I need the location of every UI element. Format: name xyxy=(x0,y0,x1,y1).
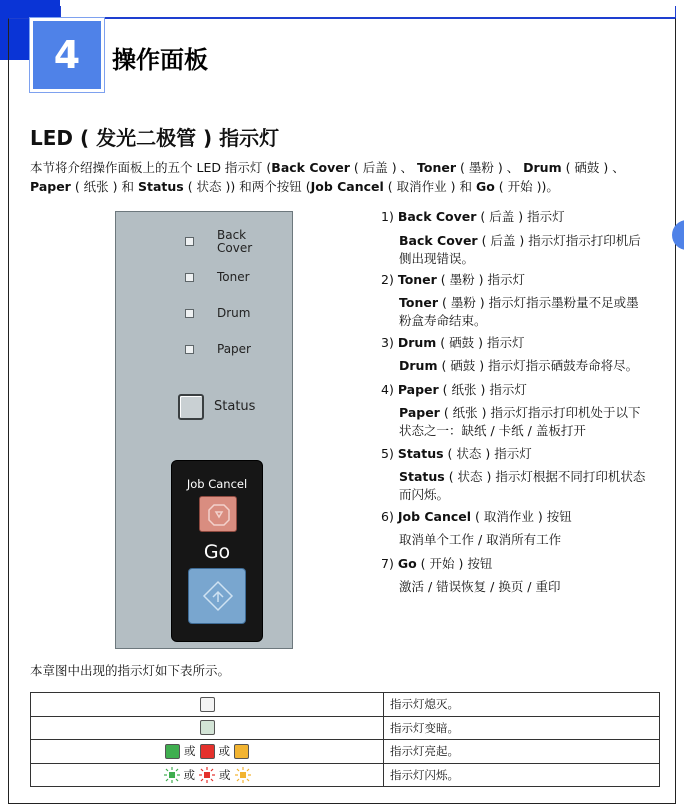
legend-symbol-flash: 或 或 xyxy=(31,763,384,787)
go-label: Go xyxy=(203,541,231,563)
job-cancel-button[interactable] xyxy=(199,496,237,532)
desc-paper: 4) Paper ( 纸张 ) 指示灯 Paper ( 纸张 ) 指示灯指示打印机处于以下状态之一：缺纸 / 卡纸 / 盖板打开 xyxy=(381,382,641,438)
chapter-number: 4 xyxy=(53,33,81,77)
legend-meaning: 指示灯闪烁。 xyxy=(384,763,660,787)
legend-meaning: 指示灯变暗。 xyxy=(384,716,660,740)
drum-led xyxy=(185,309,194,318)
led-on-red-icon xyxy=(200,744,215,759)
legend-symbol-off xyxy=(31,693,384,717)
led-off-icon xyxy=(200,697,215,712)
intro-paragraph: 本节将介绍操作面板上的五个 LED 指示灯 (Back Cover ( 后盖 ) 、 Toner ( 墨粉 ) 、 Drum ( 硒鼓 ) 、 Paper ( 纸张 ) 和 Status ( 状态 )) 和两个按钮 (Job Cancel ( 取消作业 ) 和 Go ( 开始 ))。 xyxy=(30,160,625,194)
led-on-green-icon xyxy=(165,744,180,759)
toner-led xyxy=(185,273,194,282)
toner-label: Toner xyxy=(217,270,250,284)
paper-led xyxy=(185,345,194,354)
legend-symbol-on: 或 或 xyxy=(31,740,384,764)
status-label: Status xyxy=(214,399,256,414)
job-cancel-label: Job Cancel xyxy=(186,477,248,491)
led-flash-green-icon xyxy=(164,767,180,783)
chapter-number-box xyxy=(30,18,104,92)
section-title: LED ( 发光二极管 ) 指示灯 xyxy=(30,126,280,150)
legend-meaning: 指示灯熄灭。 xyxy=(384,693,660,717)
legend-meaning: 指示灯亮起。 xyxy=(384,740,660,764)
desc-toner: 2) Toner ( 墨粉 ) 指示灯 Toner ( 墨粉 ) 指示灯指示墨粉量不足或墨粉盒寿命结束。 xyxy=(381,272,639,328)
led-dim-icon xyxy=(200,720,215,735)
table-row xyxy=(31,716,660,740)
desc-back-cover: 1) Back Cover ( 后盖 ) 指示灯 Back Cover ( 后盖 ) 指示灯指示打印机后侧出现错误。 xyxy=(381,209,641,266)
status-led xyxy=(178,394,204,420)
header-rule xyxy=(60,6,676,18)
led-legend-table xyxy=(30,692,660,787)
desc-job-cancel: 6) Job Cancel ( 取消作业 ) 按钮 取消单个工作 / 取消所有工作 xyxy=(381,509,572,547)
back-cover-label: Back Cover xyxy=(217,228,253,255)
led-flash-red-icon xyxy=(199,767,215,783)
button-pane xyxy=(171,460,263,642)
desc-drum: 3) Drum ( 硒鼓 ) 指示灯 Drum ( 硒鼓 ) 指示灯指示硒鼓寿命将尽。 xyxy=(381,335,639,373)
led-on-yellow-icon xyxy=(234,744,249,759)
desc-status: 5) Status ( 状态 ) 指示灯 Status ( 状态 ) 指示灯根据不同打印机状态而闪烁。 xyxy=(381,446,646,502)
stop-icon xyxy=(207,503,231,527)
go-button[interactable] xyxy=(188,568,246,624)
paper-label: Paper xyxy=(217,342,251,356)
table-row xyxy=(31,763,660,787)
legend-intro: 本章图中出现的指示灯如下表所示。 xyxy=(30,663,231,678)
table-row xyxy=(31,740,660,764)
led-flash-yellow-icon xyxy=(235,767,251,783)
legend-symbol-dim xyxy=(31,716,384,740)
go-diamond-icon xyxy=(202,580,234,614)
table-row xyxy=(31,693,660,717)
back-cover-led xyxy=(185,237,194,246)
drum-label: Drum xyxy=(217,306,251,320)
desc-go: 7) Go ( 开始 ) 按钮 激活 / 错误恢复 / 换页 / 重印 xyxy=(381,556,561,594)
chapter-title: 操作面板 xyxy=(112,46,208,74)
control-panel-illustration xyxy=(115,211,293,649)
